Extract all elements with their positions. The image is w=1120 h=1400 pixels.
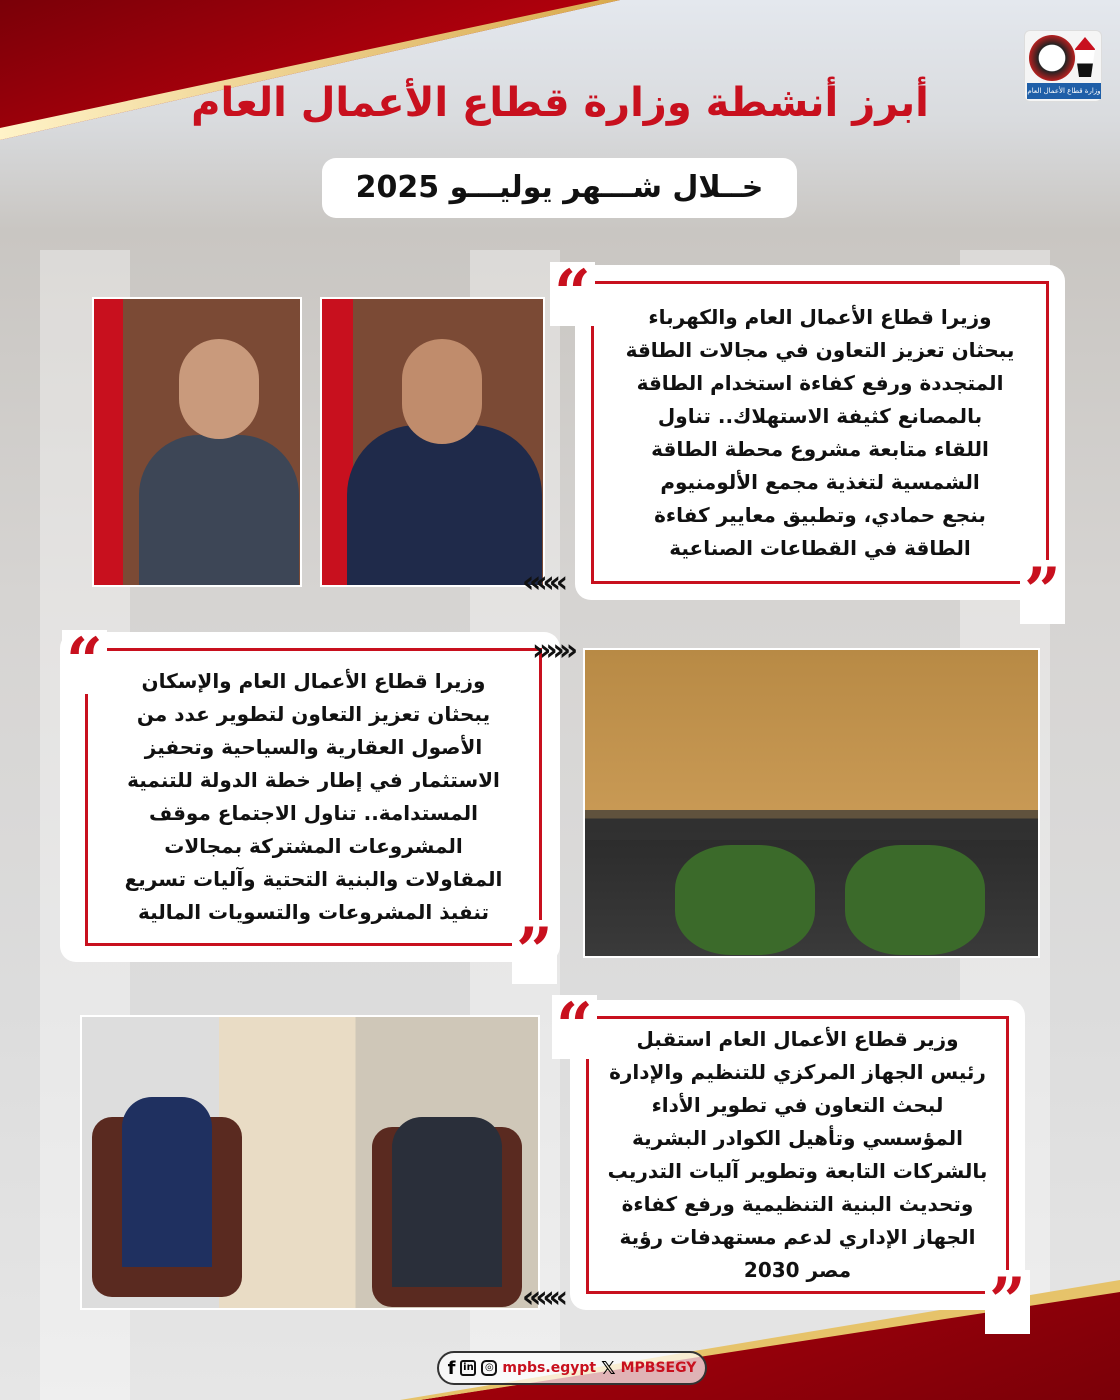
- card-text-line: وزير قطاع الأعمال العام استقبل: [636, 1027, 959, 1051]
- minister-portrait-photo: [92, 297, 302, 587]
- minister-portrait-photo: [320, 297, 545, 587]
- activity-card-2: [60, 632, 560, 962]
- card-text-line: اللقاء متابعة مشروع محطة الطاقة: [651, 436, 989, 461]
- card-text-line: بالمصانع كثيفة الاستهلاك.. تناول: [657, 403, 983, 428]
- card-text-line: وزيرا قطاع الأعمال العام والكهرباء: [648, 304, 992, 329]
- chevrons-left-icon: «««: [522, 1280, 563, 1315]
- card-text-line: مصر 2030: [743, 1258, 852, 1282]
- eagle-icon: [1075, 37, 1095, 77]
- card-text-line: لبحث التعاون في تطوير الأداء: [651, 1093, 944, 1117]
- open-quote-icon: “: [552, 995, 597, 1059]
- card-text-line: المؤسسي وتأهيل الكوادر البشرية: [632, 1126, 963, 1150]
- instagram-icon[interactable]: ◎: [481, 1360, 497, 1376]
- close-quote-icon: ”: [512, 920, 557, 984]
- linkedin-icon[interactable]: in: [460, 1360, 476, 1376]
- open-quote-icon: “: [62, 630, 107, 694]
- social-bar: [437, 1351, 707, 1385]
- card-text-line: المشروعات المشتركة بمجالات: [164, 834, 463, 858]
- meeting-room-photo: [583, 648, 1040, 958]
- card-text-line: الأصول العقارية والسياحية وتحفيز: [144, 735, 483, 759]
- card-text-line: المتجددة ورفع كفاءة استخدام الطاقة: [636, 370, 1004, 395]
- x-handle[interactable]: MPBSEGY: [620, 1360, 697, 1376]
- chevrons-left-icon: «««: [522, 565, 563, 600]
- emblem-icon: [1029, 35, 1075, 81]
- chevrons-right-icon: »»»: [532, 633, 573, 668]
- card-text-line: تنفيذ المشروعات والتسويات المالية: [138, 900, 489, 924]
- open-quote-icon: “: [550, 262, 595, 326]
- card-text-line: يبحثان تعزيز التعاون لتطوير عدد من: [136, 702, 491, 726]
- card-text-line: المستدامة.. تناول الاجتماع موقف: [149, 801, 479, 825]
- card-text-line: بنجع حمادي، وتطبيق معايير كفاءة: [654, 502, 986, 527]
- card-text-line: الطاقة في القطاعات الصناعية: [669, 535, 971, 560]
- page-subtitle: خــلال شـــهر يوليـــو 2025: [322, 158, 797, 218]
- card-text-line: الجهاز الإداري لدعم مستهدفات رؤية: [619, 1225, 976, 1249]
- office-meeting-photo: [80, 1015, 540, 1310]
- card-text-line: الشمسية لتغذية مجمع الألومنيوم: [660, 469, 980, 494]
- page-title: أبرز أنشطة وزارة قطاع الأعمال العام: [191, 80, 929, 126]
- card-text-line: وتحديث البنية التنظيمية ورفع كفاءة: [621, 1192, 974, 1216]
- close-quote-icon: ”: [985, 1270, 1030, 1334]
- card-text-line: يبحثان تعزيز التعاون في مجالات الطاقة: [625, 337, 1015, 362]
- social-handle[interactable]: mpbs.egypt: [502, 1360, 597, 1376]
- card-text-line: الاستثمار في إطار خطة الدولة للتنمية: [127, 768, 500, 792]
- facebook-icon[interactable]: f: [447, 1357, 456, 1379]
- card-text-line: وزيرا قطاع الأعمال العام والإسكان: [141, 669, 486, 693]
- activity-card-3: [570, 1000, 1025, 1310]
- card-text-line: بالشركات التابعة وتطوير آليات التدريب: [607, 1159, 988, 1183]
- logo-text: وزارة قطاع الأعمال العام: [1027, 83, 1101, 99]
- x-icon[interactable]: 𝕏: [601, 1357, 616, 1379]
- card-text-line: المقاولات والبنية التحتية وآليات تسريع: [124, 867, 503, 891]
- card-text-line: رئيس الجهاز المركزي للتنظيم والإدارة: [609, 1060, 986, 1084]
- activity-card-1: [575, 265, 1065, 600]
- close-quote-icon: ”: [1020, 560, 1065, 624]
